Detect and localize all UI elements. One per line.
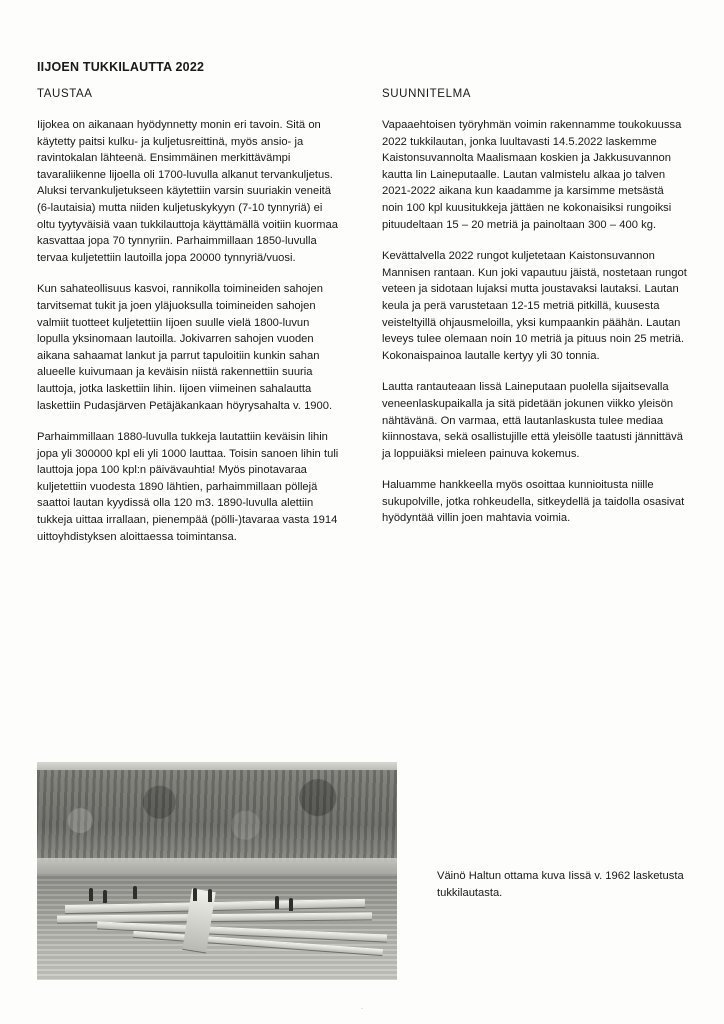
photo-figure bbox=[289, 898, 293, 911]
photo-figure bbox=[208, 889, 212, 902]
paragraph: Lautta rantauteaan lissä Laineputaan puolella sijaitsevalla veneenlaskupaikalla ja sitä pidetään jokunen viikko yleisön nähtävänä. On varmaa, että lautanlaskusta tulee mediaa kiinnostava, sekä osallistujille että yleisölle taatusti jännittävä ja loppuiäksi mieleen painuva kokemus. bbox=[382, 381, 683, 460]
photo-figure bbox=[103, 890, 107, 903]
paragraph: Vapaaehtoisen työryhmän voimin rakennamme toukokuussa 2022 tukkilautan, jonka luultavasti 14.5.2022 laskemme Kaistonsuvannolta Maalismaan koskien ja Jakkusuvannon kautta lin Laineputaalle. Lautan valmistelu alkaa jo talven 2021-2022 aikana kun kaadamme ja karsimme metsästä noin 100 kpl kuusitukkeja jättäen ne kokonaisiksi rungoiksi pituudeltaan 15 – 20 metriä ja painoltaan 300 – 400 kg. bbox=[382, 119, 682, 231]
left-column bbox=[37, 88, 342, 560]
photo-caption: Väinö Haltun ottama kuva Iissä v. 1962 lasketusta tukkilautasta. bbox=[437, 870, 684, 899]
paragraph: Parhaimmillaan 1880-luvulla tukkeja lautattiin keväisin lihin jopa yli 300000 kpl eli yli 1000 lauttaa. Toisin sanoen lihin tuli lauttoja jopa 100 kpl:n päivävauhtia! Myös pinotavaraa kuljetettiin vuodesta 1890 lähtien, parhaimmillaan pöllejä saattoi lautan kyydissä olla 120 m3. 1890-luvulla alettiin tukkeja uittaa irrallaan, pienempää (pölli-)tavaraa vasta 1914 uittoyhdistyksen aloittaessa toimintansa. bbox=[37, 431, 339, 543]
paragraph: Haluamme hankkeella myös osoittaa kunnioitusta niille sukupolville, jotka rohkeudella, sitkeydellä ja taidolla osasivat hyödyntää villin joen mahtavia voimia. bbox=[382, 479, 685, 525]
paragraph: Kevättalvella 2022 rungot kuljetetaan Kaistonsuvannon Mannisen rantaan. Kun joki vapautuu jäistä, nostetaan rungot veteen ja sidotaan lujaksi mutta joustavaksi lautaksi. Lautan keula ja perä varustetaan 12-15 metriä pitkillä, kuusesta veisteltyillä ohjausmeloilla, yksi kumpaankin päähän. Lautan leveys tulee olemaan noin 10 metriä ja pituus noin 25 metriä. Kokonaispainoa lautalle kertyy yli 30 tonnia. bbox=[382, 250, 687, 362]
paragraph: Iijokea on aikanaan hyödynnetty monin eri tavoin. Sitä on käytetty paitsi kulku- ja kuljetusreittinä, myös ansio- ja ravintokalan lähteenä. Ensimmäinen merkittävämpi tavaraliikenne lijoella oli 1700-luvulla alkanut tervankuljetus. Aluksi tervankuljetukseen käytettiin varsin suuriakin veneitä (6-lautaisia) mutta niiden kuljetuskykyyn (7-10 tynnyriä) ei oltu tyytyväisiä vaan tukkilauttoja käyttämällä voitiin kuormaa kasvattaa jopa 70 tynnyriin. Parhaimmillaan 1850-luvulla tervaa kuljetettiin lautoilla jopa 20000 tynnyriä/vuosi. bbox=[37, 119, 338, 264]
photo-figure bbox=[193, 888, 197, 901]
page-title: IIJOEN TUKKILAUTTA 2022 bbox=[37, 60, 205, 74]
left-column-heading: TAUSTAA bbox=[37, 88, 93, 100]
photo-forest bbox=[37, 770, 397, 862]
photo-figure bbox=[133, 886, 137, 899]
historical-log-raft-photograph bbox=[37, 762, 397, 980]
photo-figure bbox=[89, 888, 93, 901]
photo-figure bbox=[275, 896, 279, 909]
right-column-heading: SUUNNITELMA bbox=[382, 88, 472, 100]
paragraph: Kun sahateollisuus kasvoi, rannikolla toimineiden sahojen tarvitsemat tukit ja joen yläjuoksulla toimineiden sahojen valmiit tuotteet kuljetettiin Iijoen suulle vielä 1800-luvun lopulla yksinomaan lautoilla. Jokivarren sahojen vuoden aikana sahaamat lankut ja parrut tapuloitiin kunkin sahan alueelle kuivumaan ja keväisin niistä rakennettiin suuria lauttoja, jotka laskettiin lihin. Iijoen viimeinen sahalautta laskettiin Pudasjärven Petäjäkankaan höyrysahalta v. 1900. bbox=[37, 283, 333, 412]
right-column bbox=[382, 88, 687, 542]
page-marker: . bbox=[361, 1004, 363, 1011]
